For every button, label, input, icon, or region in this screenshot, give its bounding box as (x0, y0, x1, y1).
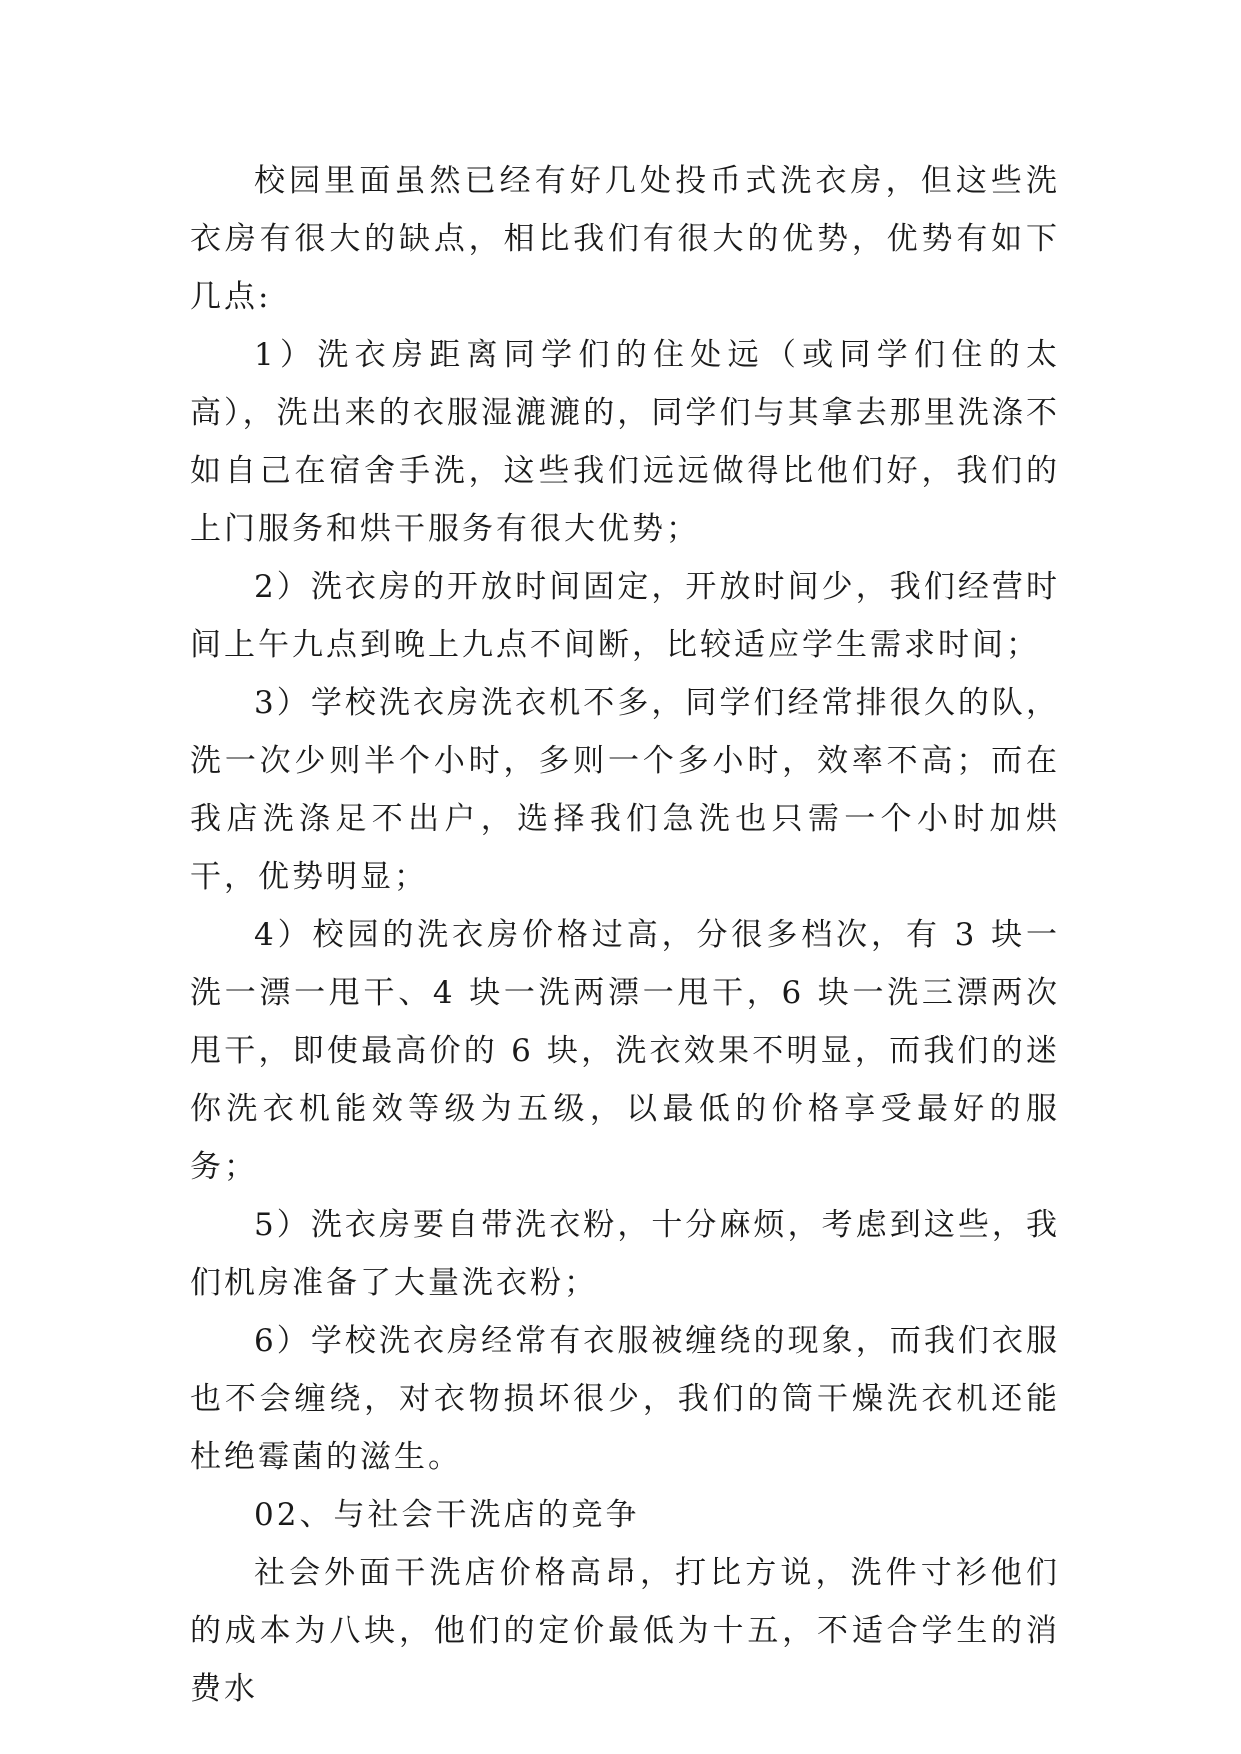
paragraph-point-1: 1）洗衣房距离同学们的住处远（或同学们住的太高），洗出来的衣服湿漉漉的，同学们与其拿去那里洗涤不如自己在宿舍手洗，这些我们远远做得比他们好，我们的上门服务和烘干服务有很大优势； (190, 337, 1060, 547)
paragraph-point-4: 4）校园的洗衣房价格过高，分很多档次，有 3 块一洗一漂一甩干、4 块一洗两漂一甩干，6 块一洗三漂两次甩干，即使最高价的 6 块，洗衣效果不明显，而我们的迷你洗衣机能效等级为五级，以最低的价格享受最好的服务； (190, 917, 1060, 1185)
paragraph-closing: 社会外面干洗店价格高昂，打比方说，洗件寸衫他们的成本为八块，他们的定价最低为十五，不适合学生的消费水 (190, 1555, 1060, 1707)
document-body (190, 152, 1060, 1718)
paragraph-intro: 校园里面虽然已经有好几处投币式洗衣房，但这些洗衣房有很大的缺点，相比我们有很大的优势，优势有如下几点: (190, 163, 1060, 315)
paragraph-point-2: 2）洗衣房的开放时间固定，开放时间少，我们经营时间上午九点到晚上九点不间断，比较适应学生需求时间； (190, 569, 1060, 663)
section-heading: 02、与社会干洗店的竞争 (254, 1497, 640, 1533)
paragraph-point-6: 6）学校洗衣房经常有衣服被缠绕的现象，而我们衣服也不会缠绕，对衣物损坏很少，我们的筒干燥洗衣机还能杜绝霉菌的滋生。 (190, 1323, 1060, 1475)
paragraph-point-3: 3）学校洗衣房洗衣机不多，同学们经常排很久的队，洗一次少则半个小时，多则一个多小时，效率不高；而在我店洗涤足不出户，选择我们急洗也只需一个小时加烘干，优势明显； (190, 685, 1060, 895)
paragraph-point-5: 5）洗衣房要自带洗衣粉，十分麻烦，考虑到这些，我们机房准备了大量洗衣粉； (190, 1207, 1060, 1301)
